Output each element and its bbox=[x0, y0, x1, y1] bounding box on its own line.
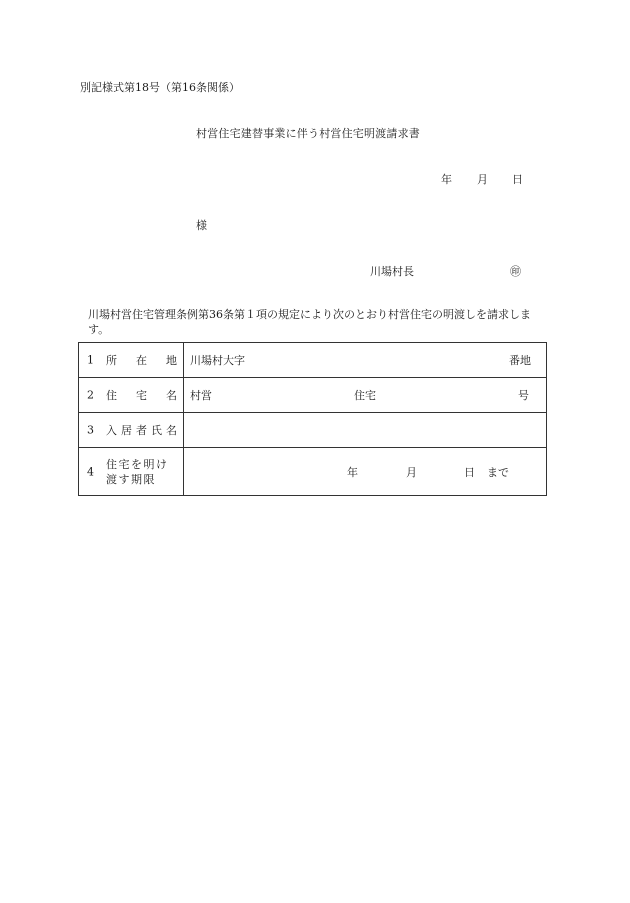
location-area-text: 川場村大字 bbox=[190, 354, 245, 367]
label-vacate-deadline: 住宅を明け渡す期限 bbox=[106, 457, 169, 486]
label-char: 入 bbox=[106, 424, 117, 437]
info-table bbox=[78, 342, 547, 496]
deadline-month-label: 月 bbox=[406, 465, 417, 479]
label-char: 住 bbox=[106, 389, 117, 402]
deadline-day-label: 日 bbox=[464, 465, 475, 479]
table-row-location bbox=[79, 343, 547, 378]
deadline-year-label: 年 bbox=[347, 465, 358, 479]
date-month-label: 月 bbox=[477, 173, 488, 186]
value-cell-location[interactable] bbox=[184, 343, 547, 378]
addressee-suffix: 様 bbox=[196, 219, 207, 232]
label-char: 宅 bbox=[136, 389, 147, 402]
label-cell-vacate-deadline bbox=[79, 448, 184, 496]
label-char: 在 bbox=[136, 354, 147, 367]
row-number: 3 bbox=[87, 423, 94, 437]
label-char: 名 bbox=[166, 389, 177, 402]
seal-mark: ㊞ bbox=[510, 265, 521, 278]
housing-prefix-text: 村営 bbox=[190, 389, 212, 402]
date-year-label: 年 bbox=[441, 173, 452, 186]
form-number: 別記様式第18号（第16条関係） bbox=[80, 81, 240, 94]
value-cell-resident-name[interactable] bbox=[184, 413, 547, 448]
location-suffix-text: 番地 bbox=[509, 354, 531, 367]
label-housing-name bbox=[106, 387, 177, 403]
label-cell-location bbox=[79, 343, 184, 378]
housing-suffix-text: 号 bbox=[518, 389, 529, 402]
label-char: 名 bbox=[166, 424, 177, 437]
value-cell-vacate-deadline[interactable] bbox=[184, 448, 547, 496]
table-row-resident-name bbox=[79, 413, 547, 448]
housing-middle-text: 住宅 bbox=[354, 389, 376, 402]
row-number: 4 bbox=[87, 465, 94, 478]
label-resident-name bbox=[106, 422, 177, 438]
label-char: 所 bbox=[106, 354, 117, 367]
label-char: 者 bbox=[136, 424, 147, 437]
sender-title: 川場村長 bbox=[370, 265, 414, 278]
deadline-until-label: まで bbox=[487, 465, 509, 479]
label-cell-resident-name bbox=[79, 413, 184, 448]
document-title: 村営住宅建替事業に伴う村営住宅明渡請求書 bbox=[196, 127, 420, 140]
date-day-label: 日 bbox=[512, 173, 523, 186]
request-text: 川場村営住宅管理条例第36条第１項の規定により次のとおり村営住宅の明渡しを請求します。 bbox=[88, 308, 531, 336]
label-char: 居 bbox=[121, 424, 132, 437]
label-location bbox=[106, 352, 177, 368]
label-char: 氏 bbox=[151, 424, 162, 437]
row-number: 2 bbox=[87, 388, 94, 402]
table-row-housing-name bbox=[79, 378, 547, 413]
table-row-vacate-deadline bbox=[79, 448, 547, 496]
value-cell-housing-name[interactable] bbox=[184, 378, 547, 413]
label-char: 地 bbox=[166, 354, 177, 367]
label-cell-housing-name bbox=[79, 378, 184, 413]
row-number: 1 bbox=[87, 353, 94, 367]
